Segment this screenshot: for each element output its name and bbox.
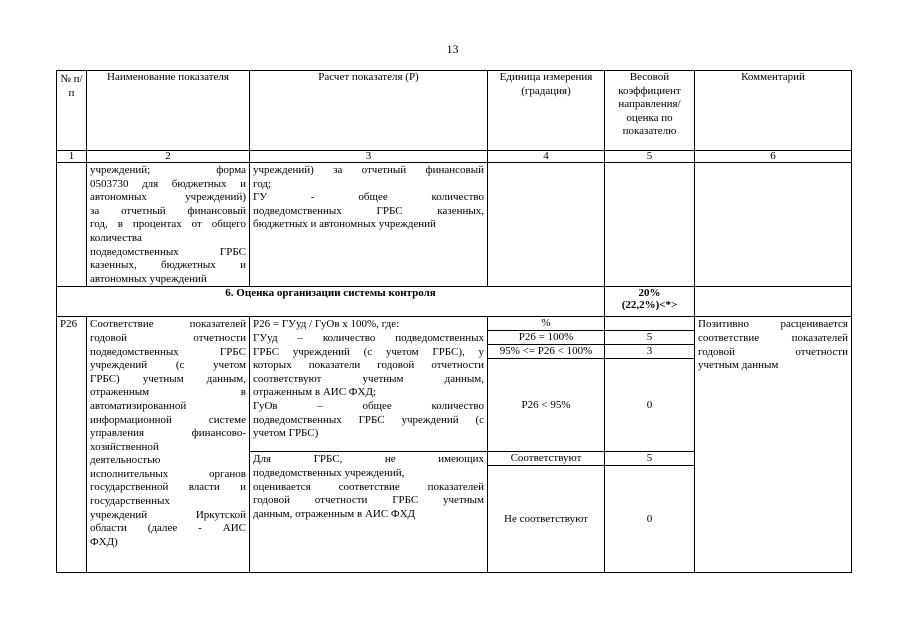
p26-calc-block-a xyxy=(250,317,487,452)
colnum-2: 2 xyxy=(87,151,250,163)
text-line: оценивается соответствие показателей xyxy=(253,480,484,493)
text-line: соответствуют учетным данным, xyxy=(253,372,484,385)
text-line: автономных учреждений) xyxy=(90,191,246,204)
header-unit: Единица измерения (градация) xyxy=(488,71,605,151)
text-line: ФХД) xyxy=(90,535,118,548)
text-line: учреждений Иркутской xyxy=(90,508,246,521)
text-line: которых показатели годовой отчетности xyxy=(253,359,484,372)
text-line: отраженным в xyxy=(90,386,246,399)
text-line: подведомственных ГРБС казенных, xyxy=(253,204,484,217)
text-line: соответствие показателей xyxy=(698,331,848,344)
text-line: государственной власти и xyxy=(90,481,246,494)
text-line: информационной системе xyxy=(90,413,246,426)
p26-calc xyxy=(250,317,488,573)
score-4: 5 xyxy=(605,452,694,466)
header-weight: Весовой коэффициент направления/ оценка по показателю xyxy=(605,71,695,151)
p26-calc-block-b xyxy=(250,452,487,521)
section-comment xyxy=(695,287,852,317)
unit-grade-2: 95% <= Р26 < 100% xyxy=(488,345,604,359)
p26-num: Р26 xyxy=(57,317,87,573)
cont-comment xyxy=(695,163,852,287)
column-numbers-row xyxy=(57,151,852,163)
colnum-6: 6 xyxy=(695,151,852,163)
text-line: исполнительных органов xyxy=(90,467,246,480)
text-line: учреждений (с учетом xyxy=(90,359,246,372)
unit-match: Соответствуют xyxy=(488,452,604,466)
text-line: годовой отчетности xyxy=(698,345,848,358)
weight-value: 20% xyxy=(638,287,661,300)
section-weight xyxy=(605,287,695,317)
score-1: 5 xyxy=(605,331,694,345)
text-line: отраженным в АИС ФХД; xyxy=(253,386,377,399)
p26-units xyxy=(488,317,605,573)
unit-percent: % xyxy=(488,317,604,331)
score-5: 0 xyxy=(646,513,653,526)
text-line: год; xyxy=(253,177,272,190)
cont-weight xyxy=(605,163,695,287)
text-line: подведомственных ГРБС xyxy=(90,345,246,358)
text-line: 0503730 для бюджетных и xyxy=(90,177,246,190)
indicator-table xyxy=(56,70,852,573)
text-line: хозяйственной xyxy=(90,440,159,453)
table-row xyxy=(57,163,852,287)
text-line: деятельностью xyxy=(90,454,161,467)
page-number: 13 xyxy=(446,42,459,56)
text-line: подведомственных ГРБС учреждений (с xyxy=(253,413,484,426)
text-line: управления финансово- xyxy=(90,427,246,440)
text-line: ГРБС) учетным данным, xyxy=(90,372,246,385)
table-row xyxy=(57,317,852,573)
text-line: области (далее - АИС xyxy=(90,522,246,535)
text-line: годовой отчетности xyxy=(90,331,246,344)
p26-comment xyxy=(695,317,852,573)
score-2: 3 xyxy=(605,345,694,359)
text-line: государственных xyxy=(90,495,170,508)
table-header-row xyxy=(57,71,852,151)
colnum-3: 3 xyxy=(250,151,488,163)
text-line: Для ГРБС, не имеющих xyxy=(253,453,484,466)
text-line: автономных учреждений xyxy=(90,272,207,285)
text-line: годовой отчетности ГРБС учетным xyxy=(253,494,484,507)
text-line: бюджетных и автономных учреждений xyxy=(253,218,436,231)
header-comment: Комментарий xyxy=(695,71,852,151)
text-line: учреждений; форма xyxy=(90,164,246,176)
cont-num xyxy=(57,163,87,287)
colnum-4: 4 xyxy=(488,151,605,163)
cont-calc xyxy=(250,163,488,287)
header-name: Наименование показателя xyxy=(87,71,250,151)
text-line: год, в процентах от общего xyxy=(90,218,246,231)
text-line: Позитивно расценивается xyxy=(698,318,848,331)
score-blank xyxy=(605,317,694,331)
text-line: подведомственных ГРБС xyxy=(90,245,246,258)
unit-grade-3: Р26 < 95% xyxy=(488,359,604,452)
p26-name xyxy=(87,317,250,573)
text-line: Р26 = ГУуд / ГуОв x 100%, где: xyxy=(253,318,400,331)
weight-alt-value: (22,2%)<*> xyxy=(621,299,678,312)
text-line: ГуОв – общее количество xyxy=(253,399,484,412)
text-line: ГРБС учреждений (с учетом ГРБС), у xyxy=(253,345,484,358)
section-title: 6. Оценка организации системы контроля xyxy=(57,287,605,317)
p26-scores xyxy=(605,317,695,573)
colnum-1: 1 xyxy=(57,151,87,163)
colnum-5: 5 xyxy=(605,151,695,163)
cont-name xyxy=(87,163,250,287)
text-line: подведомственных учреждений, xyxy=(253,466,405,479)
text-line: количества xyxy=(90,231,142,244)
text-line: ГУ - общее количество xyxy=(253,191,484,204)
text-line: учетным данным xyxy=(698,359,779,372)
text-line: Соответствие показателей xyxy=(90,318,246,331)
header-calc: Расчет показателя (Р) xyxy=(250,71,488,151)
text-line: за отчетный финансовый xyxy=(90,204,246,217)
score-3: 0 xyxy=(605,359,694,452)
header-num: № п/п xyxy=(57,71,87,151)
section-row xyxy=(57,287,852,317)
text-line: ГУуд – количество подведомственных xyxy=(253,331,484,344)
unit-grade-1: Р26 = 100% xyxy=(488,331,604,345)
text-line: автоматизированной xyxy=(90,399,187,412)
text-line: данным, отраженным в АИС ФХД xyxy=(253,507,416,520)
unit-no-match: Не соответствуют xyxy=(504,513,588,526)
text-line: казенных, бюджетных и xyxy=(90,259,246,272)
cont-unit xyxy=(488,163,605,287)
text-line: учетом ГРБС) xyxy=(253,427,319,440)
text-line: учреждений) за отчетный финансовый xyxy=(253,164,484,176)
